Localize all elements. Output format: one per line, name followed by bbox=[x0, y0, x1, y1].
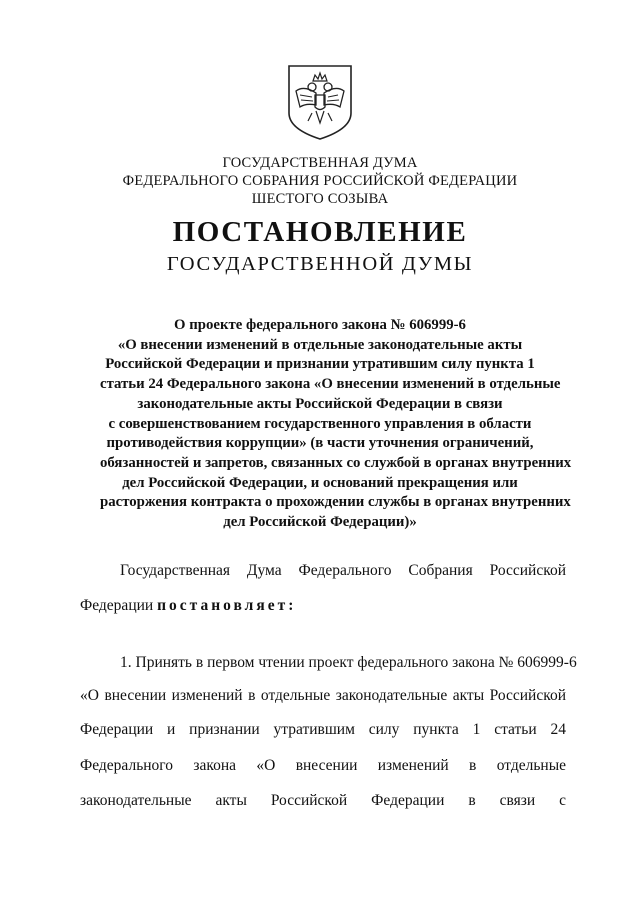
title-line: расторжения контракта о прохождении службы в органах внутренних bbox=[100, 494, 571, 511]
issuer-header bbox=[0, 154, 640, 208]
title-line: Российской Федерации и признании утратившим силу пункта 1 bbox=[105, 356, 535, 373]
header-line-1: ГОСУДАРСТВЕННАЯ ДУМА bbox=[222, 155, 418, 171]
item1-line: Федерации и признании утратившим силу пункта 1 статьи 24 bbox=[80, 721, 566, 738]
preamble-line-2 bbox=[80, 597, 566, 615]
header-line-3: ШЕСТОГО СОЗЫВА bbox=[251, 191, 389, 207]
title-line: противодействия коррупции» (в части уточнения ограничений, bbox=[106, 435, 534, 452]
document-title bbox=[100, 316, 572, 533]
title-line: «О внесении изменений в отдельные законодательные акты bbox=[117, 336, 523, 353]
title-line: с совершенствованием государственного управления в области bbox=[108, 415, 532, 432]
resolves-keyword: постановляет: bbox=[157, 597, 297, 614]
item1-line: Федерального закона «О внесении изменений в отдельные bbox=[80, 757, 566, 774]
item1-line: 1. Принять в первом чтении проект федерального закона № 606999-6 bbox=[120, 654, 577, 671]
preamble-federation: Федерации bbox=[80, 597, 158, 614]
header-line-2: ФЕДЕРАЛЬНОГО СОБРАНИЯ РОССИЙСКОЙ ФЕДЕРАЦИИ bbox=[122, 173, 518, 189]
title-line: статьи 24 Федерального закона «О внесении изменений в отдельные bbox=[100, 376, 561, 393]
title-line: законодательные акты Российской Федерации в связи bbox=[137, 395, 503, 412]
preamble-line-1: Государственная Дума Федерального Собрания Российской bbox=[120, 562, 566, 579]
title-line: обязанностей и запретов, связанных со службой в органах внутренних bbox=[100, 454, 572, 471]
title-line: дел Российской Федерации)» bbox=[223, 514, 417, 531]
document-type: ПОСТАНОВЛЕНИЕ bbox=[172, 216, 468, 248]
item1-line: «О внесении изменений в отдельные законодательные акты Российской bbox=[80, 687, 566, 704]
title-line: О проекте федерального закона № 606999-6 bbox=[174, 317, 466, 333]
item1-line: законодательные акты Российской Федерации в связи с bbox=[80, 792, 566, 809]
document-issuer: ГОСУДАРСТВЕННОЙ ДУМЫ bbox=[166, 253, 474, 275]
title-line: дел Российской Федерации, и оснований прекращения или bbox=[122, 474, 518, 491]
state-emblem-icon bbox=[286, 63, 354, 141]
